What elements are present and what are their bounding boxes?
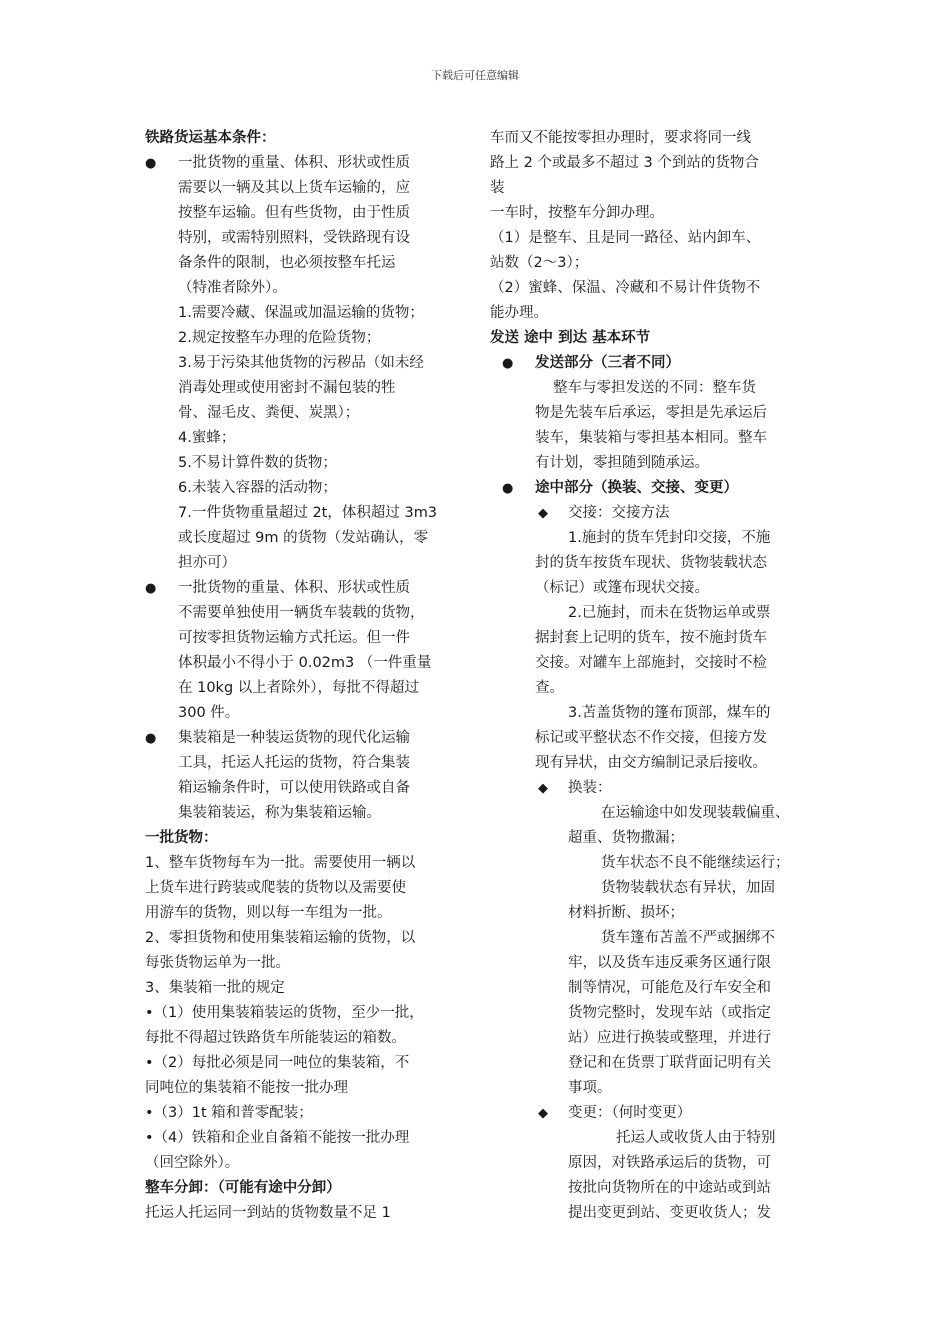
text-line: 制等情况，可能危及行车安全和 bbox=[568, 980, 771, 996]
text-line: 超重、货物撒漏； bbox=[568, 830, 684, 846]
text-line: 300 件。 bbox=[178, 705, 240, 721]
bullet-container-text bbox=[178, 726, 475, 826]
section-title-batch: 一批货物： bbox=[145, 830, 218, 846]
text-line: 原因，对铁路承运后的货物，可 bbox=[568, 1155, 771, 1171]
section-title-stages: 发送 途中 到达 基本环节 bbox=[490, 330, 651, 346]
text-line: 提出变更到站、变更收货人；发 bbox=[568, 1205, 771, 1221]
text-line: 在 10kg 以上者除外），每批不得超过 bbox=[178, 680, 420, 696]
text-line: 站）应进行换装或整理，并进行 bbox=[568, 1030, 771, 1046]
text-line: 整车与零担发送的不同：整车货 bbox=[553, 380, 756, 396]
bullet-less-than-carload-text bbox=[178, 576, 475, 726]
section-title-basic-conditions: 铁路货运基本条件： bbox=[145, 130, 276, 146]
bullet-transit bbox=[490, 476, 820, 501]
text-line: •（1）使用集装箱装运的货物，至少一批， bbox=[145, 1005, 424, 1021]
text-line: 材料折断、损坏； bbox=[568, 905, 684, 921]
text-line: 托运人托运同一到站的货物数量不足 1 bbox=[145, 1205, 391, 1221]
change-label: 变更：（何时变更） bbox=[568, 1105, 692, 1121]
diamond-bullet-icon: ◆ bbox=[538, 1106, 548, 1121]
bullet-dot-icon: ● bbox=[145, 731, 157, 746]
text-line: 封的货车按货车现状、货物装载状态 bbox=[535, 555, 767, 571]
bullet-less-than-carload bbox=[145, 576, 475, 726]
text-line: （回空除外）。 bbox=[145, 1155, 240, 1171]
handover-label: 交接：交接方法 bbox=[568, 505, 670, 521]
text-line: 每批不得超过铁路货车所能装运的箱数。 bbox=[145, 1030, 406, 1046]
list-item: 5.不易计算件数的货物； bbox=[178, 455, 337, 471]
text-line: 一批货物的重量、体积、形状或性质 bbox=[178, 580, 410, 596]
text-line: 装车，集装箱与零担基本相同。整车 bbox=[535, 430, 767, 446]
text-line: •（3）1t 箱和普零配装； bbox=[145, 1105, 313, 1121]
text-line: 工具，托运人托运的货物，符合集装 bbox=[178, 755, 410, 771]
diamond-bullet-icon: ◆ bbox=[538, 506, 548, 521]
list-item: 6.未装入容器的活动物； bbox=[178, 480, 337, 496]
text-line: 上货车进行跨装或爬装的货物以及需要使 bbox=[145, 880, 406, 896]
text-line: 体积最小不得小于 0.02m3 （一件重量 bbox=[178, 655, 432, 671]
text-line: 需要以一辆及其以上货车运输的，应 bbox=[178, 180, 410, 196]
text-line: 标记或平整状态不作交接，但接方发 bbox=[535, 730, 767, 746]
text-line: 交接。对罐车上部施封，交接时不检 bbox=[535, 655, 767, 671]
transfer-text bbox=[490, 801, 820, 1101]
text-line: 箱运输条件时，可以使用铁路或自备 bbox=[178, 780, 410, 796]
handover-text bbox=[490, 526, 820, 776]
text-line: 3.苫盖货物的篷布顶部，煤车的 bbox=[568, 705, 771, 721]
text-line: 2.已施封，而未在货物运单或票 bbox=[568, 605, 771, 621]
bullet-full-car bbox=[145, 151, 475, 576]
list-item: 4.蜜蜂； bbox=[178, 430, 236, 446]
text-line: 用游车的货物，则以每一车组为一批。 bbox=[145, 905, 392, 921]
text-line: 据封套上记明的货车，按不施封货车 bbox=[535, 630, 767, 646]
text-line: 有计划，零担随到随承运。 bbox=[535, 455, 709, 471]
left-column bbox=[145, 126, 475, 1226]
text-line: 登记和在货票丁联背面记明有关 bbox=[568, 1055, 771, 1071]
text-line: 在运输途中如发现装载偏重、 bbox=[601, 805, 790, 821]
text-line: 事项。 bbox=[568, 1080, 612, 1096]
text-line: 1.施封的货车凭封印交接，不施 bbox=[568, 530, 771, 546]
list-item: 骨、湿毛皮、粪便、炭黑）； bbox=[178, 405, 360, 421]
transit-title: 途中部分（换装、交接、变更） bbox=[535, 480, 738, 496]
list-item: 7.一件货物重量超过 2t，体积超过 3m3 bbox=[178, 505, 438, 521]
text-line: 一车时，按整车分卸办理。 bbox=[490, 205, 664, 221]
bullet-dot-icon: ● bbox=[502, 481, 514, 496]
bullet-full-car-text bbox=[178, 151, 475, 576]
list-item: 3.易于污染其他货物的污秽品（如未经 bbox=[178, 355, 424, 371]
page-header: 下载后可任意编辑 bbox=[431, 69, 519, 82]
list-item: 或长度超过 9m 的货物（发站确认，零 bbox=[178, 530, 429, 546]
text-line: 1、整车货物每车为一批。需要使用一辆以 bbox=[145, 855, 416, 871]
text-line: 一批货物的重量、体积、形状或性质 bbox=[178, 155, 410, 171]
text-line: 3、集装箱一批的规定 bbox=[145, 980, 285, 996]
text-line: 可按零担货物运输方式托运。但一件 bbox=[178, 630, 410, 646]
text-line: •（4）铁箱和企业自备箱不能按一批办理 bbox=[145, 1130, 410, 1146]
subitem-handover bbox=[490, 501, 820, 526]
bullet-dot-icon: ● bbox=[145, 156, 157, 171]
list-item: 2.规定按整车办理的危险货物； bbox=[178, 330, 381, 346]
text-line: 货物完整时，发现车站（或指定 bbox=[568, 1005, 771, 1021]
text-line: （特准者除外）。 bbox=[178, 280, 287, 296]
send-text bbox=[490, 376, 820, 476]
send-title: 发送部分（三者不同） bbox=[535, 355, 680, 371]
text-line: 不需要单独使用一辆货车装载的货物， bbox=[178, 605, 425, 621]
right-column bbox=[490, 126, 820, 1226]
text-line: 货车篷布苫盖不严或捆绑不 bbox=[601, 930, 775, 946]
text-line: 2、零担货物和使用集装箱运输的货物，以 bbox=[145, 930, 416, 946]
text-line: 按批向货物所在的中途站或到站 bbox=[568, 1180, 771, 1196]
text-line: 集装箱是一种装运货物的现代化运输 bbox=[178, 730, 410, 746]
text-line: 货物装载状态有异状，加固 bbox=[601, 880, 775, 896]
bullet-dot-icon: ● bbox=[502, 356, 514, 371]
text-line: 路上 2 个或最多不超过 3 个到站的货物合 bbox=[490, 155, 759, 171]
text-line: 每张货物运单为一批。 bbox=[145, 955, 290, 971]
section-title-split-unloading: 整车分卸：（可能有途中分卸） bbox=[145, 1180, 341, 1196]
list-item: 1.需要冷藏、保温或加温运输的货物； bbox=[178, 305, 424, 321]
text-line: 能办理。 bbox=[490, 305, 548, 321]
text-line: 同吨位的集装箱不能按一批办理 bbox=[145, 1080, 348, 1096]
text-line: 查。 bbox=[535, 680, 564, 696]
text-line: 特别，或需特别照料，受铁路现有设 bbox=[178, 230, 410, 246]
text-line: （1）是整车、且是同一路径、站内卸车、 bbox=[490, 230, 761, 246]
text-line: 现有异状，由交方编制记录后接收。 bbox=[535, 755, 767, 771]
list-item: 消毒处理或使用密封不漏包装的牲 bbox=[178, 380, 396, 396]
text-line: 货车状态不良不能继续运行； bbox=[601, 855, 790, 871]
subitem-transfer bbox=[490, 776, 820, 801]
text-line: 站数（2～3）； bbox=[490, 255, 589, 271]
bullet-container bbox=[145, 726, 475, 826]
bullet-dot-icon: ● bbox=[145, 581, 157, 596]
bullet-send bbox=[490, 351, 820, 376]
text-line: 备条件的限制，也必须按整车托运 bbox=[178, 255, 396, 271]
text-line: 装 bbox=[490, 180, 505, 196]
text-line: 车而又不能按零担办理时，要求将同一线 bbox=[490, 130, 751, 146]
text-line: 按整车运输。但有些货物，由于性质 bbox=[178, 205, 410, 221]
text-line: 托运人或收货人由于特别 bbox=[616, 1130, 776, 1146]
text-line: 牢，以及货车违反乘务区通行限 bbox=[568, 955, 771, 971]
transfer-label: 换装： bbox=[568, 780, 612, 796]
subitem-change bbox=[490, 1101, 820, 1126]
text-line: 物是先装车后承运，零担是先承运后 bbox=[535, 405, 767, 421]
list-item: 担亦可） bbox=[178, 555, 236, 571]
text-line: 集装箱装运，称为集装箱运输。 bbox=[178, 805, 381, 821]
change-text bbox=[490, 1126, 820, 1226]
text-line: （标记）或篷布现状交接。 bbox=[535, 580, 709, 596]
text-line: （2）蜜蜂、保温、冷藏和不易计件货物不 bbox=[490, 280, 761, 296]
text-line: •（2）每批必须是同一吨位的集装箱，不 bbox=[145, 1055, 410, 1071]
diamond-bullet-icon: ◆ bbox=[538, 781, 548, 796]
